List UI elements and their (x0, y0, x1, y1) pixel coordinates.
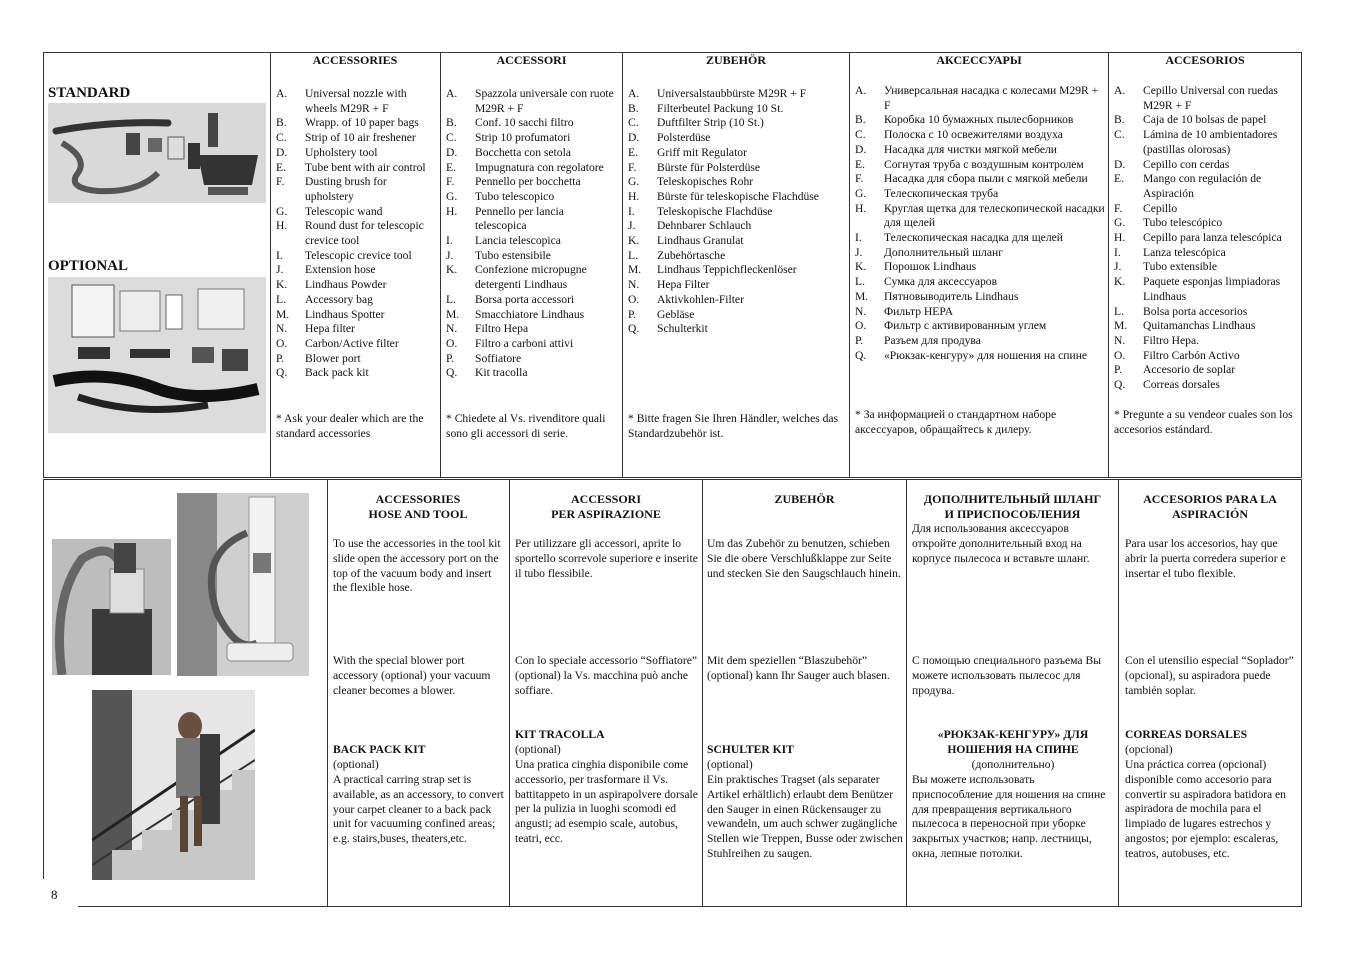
hose-insert-photo (52, 539, 171, 675)
list-item: N. Filtro Hepa. (1114, 333, 1200, 347)
hose-text-it: Per utilizzare gli accessori, aprite lo sportello scorrevole superiore e inserite il tubo flessibile. (515, 537, 698, 580)
list-item: P. Gebläse (628, 307, 695, 321)
backpack-text-es: Una práctica correa (opcional) disponible como accesorio para convertir su aspiradora batidora en aspiradora de mochila para el limpiado de lugares estrechos y angostos; por ejemplo: escaleras, teatros, autobuses, etc. (1125, 758, 1286, 860)
list-item: L. Zubehörtasche (628, 248, 726, 262)
list-item: G. Tubo telescopico (446, 189, 555, 203)
bottom-header-es: ACCESORIOS PARA LA ASPIRACIÓN (1143, 492, 1277, 521)
hose-text-es: Para usar los accesorios, hay que abrir la puerta corredera superior e insertar el tubo flexible. (1125, 537, 1286, 580)
list-item: L. Сумка для аксессуаров (855, 275, 998, 289)
list-item: A. Spazzola universale con ruote M29R + F (446, 87, 614, 115)
list-item: K. Lindhaus Granulat (628, 234, 744, 248)
bottom-table-divider (1118, 479, 1119, 907)
bottom-table-divider (509, 479, 510, 907)
list-item: C. Полоска с 10 освежителями воздуха (855, 128, 1063, 142)
list-item: E. Tube bent with air control (276, 160, 426, 174)
list-item: C. Strip of 10 air freshener (276, 131, 416, 145)
backpack-title-it: KIT TRACOLLA (515, 728, 605, 741)
list-item: B. Caja de 10 bolsas de papel (1114, 113, 1267, 127)
bottom-table-divider (702, 479, 703, 907)
list-item: B. Conf. 10 sacchi filtro (446, 116, 574, 130)
list-item: E. Impugnatura con regolatore (446, 160, 604, 174)
list-item: G. Tubo telescópico (1114, 216, 1223, 230)
list-item: P. Blower port (276, 351, 361, 365)
list-item: B. Коробка 10 бумажных пылесборников (855, 113, 1074, 127)
accessory-list-es (1114, 84, 1298, 393)
list-item: C. Lámina de 10 ambientadores (pastillas olorosas) (1114, 128, 1278, 156)
bottom-table-divider (906, 479, 907, 907)
blower-text-en: With the special blower port accessory (optional) your vacuum cleaner becomes a blower. (333, 654, 491, 697)
backpack-text-ru: Вы можете использовать приспособление для ношения на спине для превращения вертикального пылесоса в переносной при уборке закрытых участков; напр. лестницы, окна, лепные потолки. (912, 773, 1106, 860)
list-item: I. Lanza telescópica (1114, 245, 1226, 259)
list-item: G. Teleskopisches Rohr (628, 175, 754, 189)
list-item: F. Cepillo (1114, 201, 1178, 215)
optional-accessories-photo (48, 277, 266, 433)
list-item: I. Teleskopische Flachdüse (628, 204, 773, 218)
list-item: D. Насадка для чистки мягкой мебели (855, 142, 1057, 156)
list-item: L. Bolsa porta accesorios (1114, 304, 1248, 318)
top-table-divider (440, 52, 441, 478)
backpack-stairs-photo (92, 690, 255, 880)
top-table-divider (270, 52, 271, 478)
standard-accessories-photo (48, 103, 266, 203)
list-item: F. Насадка для сбора пыли с мягкой мебели (855, 172, 1088, 186)
list-item: D. Cepillo con cerdas (1114, 157, 1230, 171)
list-item: C. Strip 10 profumatori (446, 131, 571, 145)
list-item: G. Телескопическая труба (855, 186, 999, 200)
list-item: M. Lindhaus Teppichfleckenlöser (628, 263, 797, 277)
list-item: J. Extension hose (276, 263, 376, 277)
col-header-es: ACCESORIOS (1165, 53, 1245, 67)
col-header-ru: АКСЕССУАРЫ (936, 53, 1022, 67)
list-item: C. Duftfilter Strip (10 St.) (628, 116, 764, 130)
list-item: H. Cepillo para lanza telescópica (1114, 231, 1282, 245)
top-table-border-bottom (43, 477, 1302, 478)
list-item: Q. Correas dorsales (1114, 378, 1220, 392)
list-item: K. Порошок Lindhaus (855, 260, 977, 274)
list-item: P. Accesorio de soplar (1114, 363, 1236, 377)
hose-text-de: Um das Zubehör zu benutzen, schieben Sie die obere Verschlußklappe zur Seite und stecken Sie den Saugschlauch hinein. (707, 537, 901, 580)
list-item: O. Filtro Carbón Activo (1114, 348, 1240, 362)
optional-label: OPTIONAL (48, 258, 129, 274)
list-item: H. Круглая щетка для телескопической насадки для щелей (855, 201, 1105, 230)
list-item: I. Lancia telescopica (446, 234, 561, 248)
backpack-text-it: Una pratica cinghia disponibile come accessorio, per trasformare il Vs. battitappeto in un aspirapolvere dorsale per la pulizia in luoghi scomodi ed angusti; ad esempio scale, autobus, teatri, ecc. (515, 758, 698, 845)
top-table-divider (849, 52, 850, 478)
list-item: F. Pennello per bocchetta (446, 175, 581, 189)
list-item: I. Телескопическая насадка для щелей (855, 231, 1063, 245)
list-item: K. Confezione micropugne detergenti Lindhaus (446, 263, 587, 292)
list-item: J. Dehnbarer Schlauch (628, 219, 752, 233)
backpack-title-es: CORREAS DORSALES (1125, 728, 1248, 741)
backpack-title-de: SCHULTER KIT (707, 743, 794, 756)
list-item: A. Universalstaubbürste M29R + F (628, 87, 807, 100)
bottom-header-de: ZUBEHÖR (774, 492, 835, 506)
accessory-list-ru (855, 84, 1105, 363)
col-header-it: ACCESSORI (496, 53, 567, 67)
list-item: H. Round dust for telescopic crevice tool (276, 219, 424, 248)
dealer-note-it: * Chiedete al Vs. rivenditore quali sono gli accessori di serie. (446, 412, 606, 440)
list-item: A. Universal nozzle with wheels M29R + F (276, 87, 407, 115)
list-item: H. Bürste für teleskopische Flachdüse (628, 189, 819, 203)
backpack-sub-es: (opcional) (1125, 743, 1173, 756)
backpack-text-en: A practical carring strap set is available, as an accessory, to convert your carpet cleaner to a back pack unit for vacuuming confined areas; e.g. stairs,buses, theaters,etc. (333, 773, 504, 846)
hose-text-en: To use the accessories in the tool kit slide open the accessory port on the top of the vacuum body and insert the flexible hose. (333, 537, 501, 595)
list-item: B. Filterbeutel Packung 10 St. (628, 101, 784, 115)
dealer-note-ru: * За информацией о стандартном наборе аксессуаров, обращайтесь к дилеру. (855, 408, 1057, 436)
accessory-list-de (628, 87, 845, 337)
list-item: I. Telescopic crevice tool (276, 248, 412, 262)
hose-text-ru: Для использования аксессуаров откройте дополнительный вход на корпусе пылесоса и вставьте шланг. (912, 522, 1090, 565)
backpack-title-en: BACK PACK KIT (333, 743, 426, 756)
backpack-sub-en: (optional) (333, 758, 379, 771)
accessory-list-it (446, 87, 618, 381)
blower-text-de: Mit dem speziellen “Blaszubehör” (optional) kann Ihr Sauger auch blasen. (707, 654, 890, 682)
dealer-note-es: * Pregunte a su vendeor cuales son los accesorios estándard. (1114, 408, 1293, 436)
accessory-list-en (276, 87, 436, 381)
list-item: O. Фильтр с активированным углем (855, 319, 1047, 333)
bottom-header-ru: ДОПОЛНИТЕЛЬНЫЙ ШЛАНГ И ПРИСПОСОБЛЕНИЯ (923, 492, 1102, 521)
bottom-header-en: ACCESSORIES HOSE AND TOOL (368, 492, 468, 521)
list-item: M. Smacchiatore Lindhaus (446, 307, 585, 321)
bottom-table-border-left (43, 479, 44, 879)
list-item: E. Согнутая труба с воздушным контролем (855, 157, 1084, 171)
list-item: P. Разъем для продува (855, 333, 981, 347)
dealer-note-de: * Bitte fragen Sie Ihren Händler, welches das Standardzubehör ist. (628, 412, 839, 440)
list-item: B. Wrapp. of 10 paper bags (276, 116, 419, 130)
top-table-divider (1108, 52, 1109, 478)
col-header-en: ACCESSORIES (312, 53, 398, 67)
list-item: F. Bürste für Polsterdüse (628, 160, 761, 174)
top-table-border-right (1301, 52, 1302, 478)
list-item: K. Paquete esponjas limpiadoras Lindhaus (1114, 275, 1281, 303)
backpack-sub-it: (optional) (515, 743, 561, 756)
list-item: D. Polsterdüse (628, 131, 711, 145)
list-item: O. Aktivkohlen-Filter (628, 292, 744, 306)
top-table-divider (622, 52, 623, 478)
dealer-note-en: * Ask your dealer which are the standard accessories (276, 412, 424, 440)
bottom-table-border-right (1301, 479, 1302, 907)
list-item: O. Carbon/Active filter (276, 336, 399, 350)
list-item: P. Soffiatore (446, 351, 522, 365)
list-item: G. Telescopic wand (276, 204, 383, 218)
list-item: N. Фильтр HEPA (855, 304, 954, 318)
list-item: N. Hepa Filter (628, 278, 710, 292)
list-item: M. Lindhaus Spotter (276, 307, 385, 321)
col-header-de: ZUBEHÖR (705, 53, 766, 67)
list-item: Q. «Рюкзак-кенгуру» для ношения на спине (855, 348, 1088, 362)
list-item: J. Дополнительный шланг (855, 245, 1003, 259)
backpack-sub-ru: (дополнительно) (971, 758, 1055, 771)
backpack-sub-de: (optional) (707, 758, 753, 771)
list-item: D. Upholstery tool (276, 145, 378, 159)
list-item: M. Quitamanchas Lindhaus (1114, 319, 1256, 333)
list-item: E. Mango con regulación de Aspiración (1114, 172, 1262, 200)
blower-text-ru: С помощью специального разъема Вы можете использовать пылесос для продува. (912, 654, 1101, 697)
list-item: M. Пятновыводитель Lindhaus (855, 289, 1019, 303)
standard-label: STANDARD (48, 85, 131, 101)
list-item: E. Griff mit Regulator (628, 145, 747, 159)
list-item: N. Filtro Hepa (446, 322, 529, 336)
list-item: J. Tubo estensibile (446, 248, 551, 262)
page-number: 8 (51, 887, 58, 902)
list-item: A. Cepillo Universal con ruedas M29R + F (1114, 84, 1278, 112)
list-item: A. Универсальная насадка с колесами M29R + F (855, 84, 1099, 112)
list-item: J. Tubo extensible (1114, 260, 1217, 274)
list-item: F. Dusting brush for upholstery (276, 175, 387, 203)
blower-text-es: Con el utensilio especial “Soplador” (opcional), su aspiradora puede también soplar. (1125, 654, 1294, 697)
blower-photo (177, 493, 309, 676)
bottom-header-it: ACCESSORI PER ASPIRAZIONE (551, 492, 661, 521)
top-table-border-left (43, 52, 44, 478)
list-item: D. Bocchetta con setola (446, 145, 571, 159)
list-item: Q. Back pack kit (276, 366, 369, 380)
list-item: O. Filtro a carboni attivi (446, 336, 574, 350)
bottom-table-border-top (43, 479, 1302, 480)
list-item: Q. Kit tracolla (446, 366, 528, 380)
list-item: Q. Schulterkit (628, 322, 708, 336)
backpack-text-de: Ein praktisches Tragset (als separater Artikel erhältlich) erlaubt dem Benützer den Sauger in einen Rückensauger zu vewandeln, um auch schwer zugängliche Stellen wie Treppen, Busse oder zwischen Stuhlreihen zu saugen. (707, 773, 903, 860)
list-item: K. Lindhaus Powder (276, 278, 387, 292)
bottom-table-divider (327, 479, 328, 907)
list-item: L. Borsa porta accessori (446, 292, 575, 306)
blower-text-it: Con lo speciale accessorio “Soffiatore” (optional) la Vs. macchina può anche soffiare. (515, 654, 697, 697)
list-item: L. Accessory bag (276, 292, 373, 306)
list-item: N. Hepa filter (276, 322, 355, 336)
list-item: H. Pennello per lancia telescopica (446, 204, 564, 233)
backpack-title-ru: «РЮКЗАК-КЕНГУРУ» ДЛЯ НОШЕНИЯ НА СПИНЕ (937, 728, 1089, 756)
